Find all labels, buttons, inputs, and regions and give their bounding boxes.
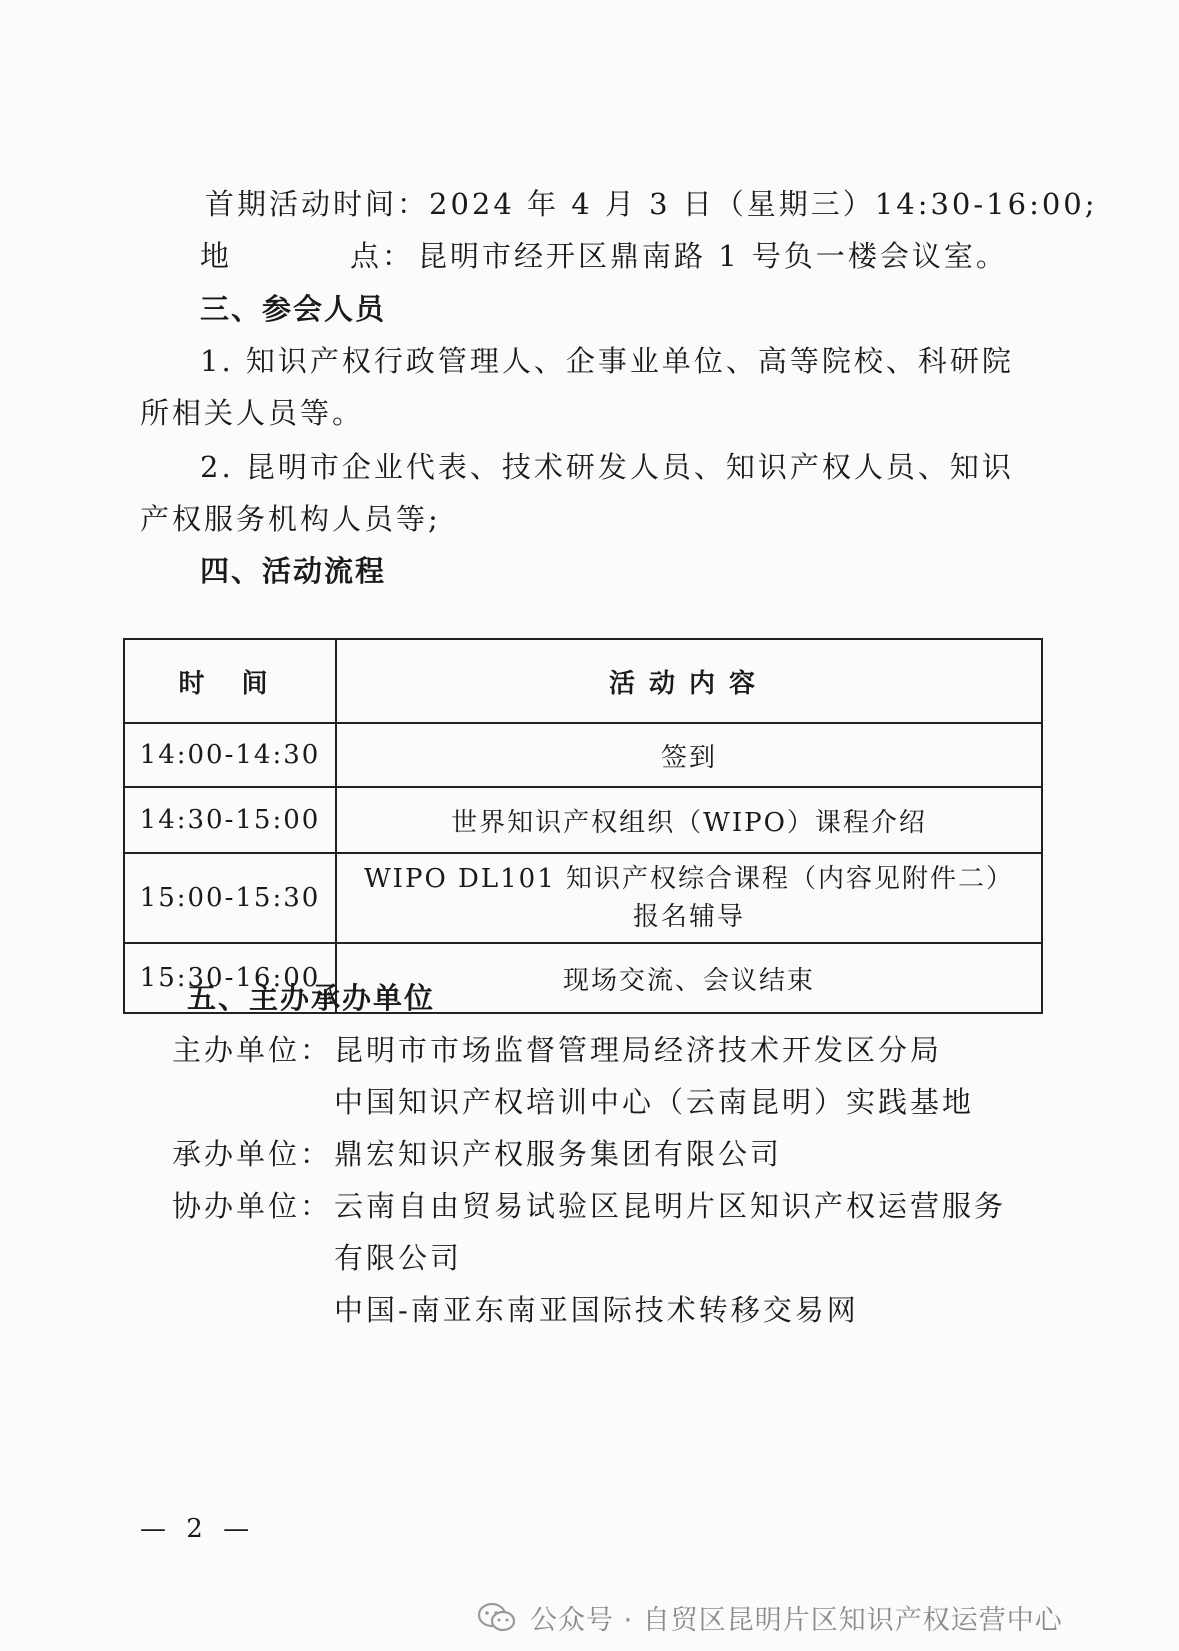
co-organizer-2: 中国-南亚东南亚国际技术转移交易网: [334, 1293, 859, 1327]
attendee-item-1: 1. 知识产权行政管理人、企事业单位、高等院校、科研院: [200, 344, 1014, 378]
table-row: [124, 723, 1042, 787]
host-2: 中国知识产权培训中心（云南昆明）实践基地: [334, 1085, 975, 1119]
attendee-item-2: 2. 昆明市企业代表、技术研发人员、知识产权人员、知识: [200, 450, 1014, 484]
co-organizer-1: 云南自由贸易试验区昆明片区知识产权运营服务: [334, 1189, 1007, 1223]
row-time: 14:30-15:00: [124, 787, 336, 853]
attendee-item-1-cont: 所相关人员等。: [140, 396, 365, 430]
host-1: 昆明市市场监督管理局经济技术开发区分局: [334, 1033, 943, 1067]
row-time: 14:00-14:30: [124, 723, 336, 787]
organizer-label: 承办单位：: [172, 1137, 333, 1171]
row-content-2: 报名辅导: [632, 902, 745, 932]
activity-time: 首期活动时间：2024 年 4 月 3 日（星期三）14:30-16:00;: [205, 187, 1098, 221]
row-content: 世界知识产权组织（WIPO）课程介绍: [336, 787, 1042, 853]
table-row: [124, 787, 1042, 853]
host-label: 主办单位：: [172, 1033, 333, 1067]
activity-place-label-a: 地: [200, 239, 233, 273]
row-content: 签到: [336, 723, 1042, 787]
table-row: [124, 853, 1042, 943]
activity-place-label-b: 点：: [350, 239, 415, 273]
footer-text: 公众号 · 自贸区昆明片区知识产权运营中心: [530, 1605, 1063, 1636]
section4-heading: 四、活动流程: [200, 554, 387, 588]
attendee-item-2-cont: 产权服务机构人员等;: [140, 502, 441, 536]
wechat-footer: [478, 1598, 1063, 1637]
organizer-1: 鼎宏知识产权服务集团有限公司: [334, 1137, 783, 1171]
row-content-multiline: [336, 853, 1042, 943]
activity-place: 昆明市经开区鼎南路 1 号负一楼会议室。: [418, 239, 1008, 273]
page-number: — 2 —: [140, 1514, 256, 1544]
wechat-icon: [478, 1603, 516, 1633]
header-content: 活动内容: [336, 639, 1042, 723]
co-organizer-1-cont: 有限公司: [334, 1241, 463, 1275]
row-time: 15:00-15:30: [124, 853, 336, 943]
row-content: WIPO DL101 知识产权综合课程（内容见附件二）: [363, 864, 1015, 894]
table-header-row: [124, 639, 1042, 723]
row-time: 15:30-16:00: [124, 943, 336, 1013]
header-time: 时 间: [124, 639, 336, 723]
section5-heading: 五、主办承办单位: [187, 981, 436, 1015]
co-organizer-label: 协办单位：: [172, 1189, 333, 1223]
schedule-table: [123, 638, 1043, 1014]
section3-heading: 三、参会人员: [200, 292, 387, 326]
row-content: 现场交流、会议结束: [336, 943, 1042, 1013]
